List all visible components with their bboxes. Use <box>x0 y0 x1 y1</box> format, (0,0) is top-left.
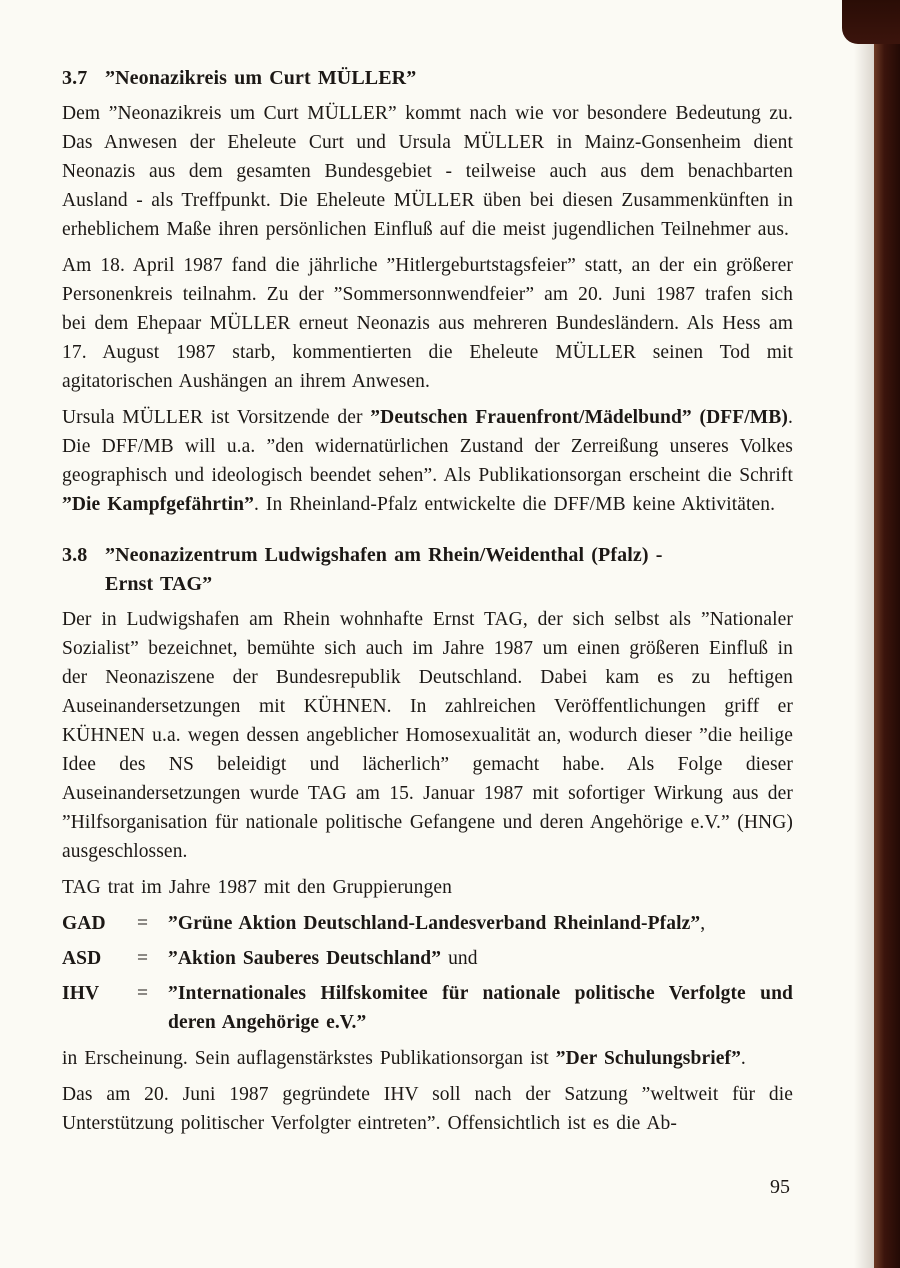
text-run: in Erscheinung. Sein auflagenstärkstes Publikationsorgan ist <box>62 1048 556 1069</box>
paragraph: Das am 20. Juni 1987 gegründete IHV soll nach der Satzung ”weltweit für die Unterstützung politischer Verfolgter eintreten”. Offensichtlich ist es die Ab- <box>62 1084 793 1134</box>
paragraph: Der in Ludwigshafen am Rhein wohnhafte Ernst TAG, der sich selbst als ”Nationaler Sozialist” bezeichnet, bemühte sich auch im Jahre 1987 um einen größeren Einfluß in der Neonaziszene der Bundesrepublik Deutschland. Dabei kam es zu heftigen Auseinandersetzungen mit KÜHNEN. In zahlreichen Veröffentlichungen griff er KÜHNEN u.a. wegen dessen angeblicher Homosexualität an, wodurch dieser ”die heilige Idee des NS beleidigt und lächerlich” gemacht habe. Als Folge dieser Auseinandersetzungen wurde TAG am 15. Januar 1987 mit sofortiger Wirkung aus der ”Hilfsorganisation für nationale politische Gefangene und deren Angehörige e.V.” (HNG) ausgeschlossen. <box>62 609 793 862</box>
section-title: ”Neonazikreis um Curt MÜLLER” <box>105 67 417 89</box>
book-binding-corner <box>842 0 900 44</box>
bold-text-run: ”Deutschen Frauenfront/Mädelbund” (DFF/MB) <box>370 407 789 428</box>
page-number: 95 <box>770 1176 790 1198</box>
book-binding-strip <box>874 0 900 1268</box>
paragraph <box>62 1044 793 1073</box>
paragraph: Dem ”Neonazikreis um Curt MÜLLER” kommt nach wie vor besondere Bedeutung zu. Das Anwesen der Eheleute Curt und Ursula MÜLLER in Mainz-Gonsenheim dient Neonazis aus dem gesamten Bundesgebiet - teilweise auch aus dem benachbarten Ausland - als Treffpunkt. Die Eheleute MÜLLER üben bei diesen Zusammenkünften in erheblichem Maße ihren persönlichen Einfluß auf die meist jugendlichen Teilnehmer aus. <box>62 103 793 240</box>
equals-sign: = <box>137 983 149 1004</box>
group-name <box>168 944 793 973</box>
equals-sign: = <box>137 948 149 969</box>
paragraph: Am 18. April 1987 fand die jährliche ”Hitlergeburtstagsfeier” statt, an der ein größerer Personenkreis teilnahm. Zu der ”Sommersonnwendfeier” am 20. Juni 1987 trafen sich bei dem Ehepaar MÜLLER erneut Neonazis aus mehreren Bundesländern. Als Hess am 17. August 1987 starb, kommentierten die Eheleute MÜLLER seinen Tod mit agitatorischen Aushängen an ihrem Anwesen. <box>62 255 793 392</box>
abbreviation-label: ASD <box>62 948 102 969</box>
text-run: . Die DFF/MB will u.a. ”den widernatürlichen Zustand der Zerreißung unseres Volkes geographisch und ideologisch beendet sehen”. Als Publikationsorgan erscheint die Schrift <box>62 407 793 486</box>
text-run: . In Rheinland-Pfalz entwickelte die DFF/MB keine Aktivitäten. <box>253 494 776 515</box>
equals-sign: = <box>137 913 149 934</box>
text-run: Ursula MÜLLER ist Vorsitzende der <box>62 407 371 428</box>
text-run: . <box>740 1048 746 1069</box>
page-content <box>62 64 793 1145</box>
bold-text-run: ”Grüne Aktion Deutschland-Landesverband Rheinland-Pfalz” <box>168 913 701 934</box>
section-heading-3-8 <box>62 541 793 599</box>
page-edge-shadow <box>854 0 876 1268</box>
section-title-line1: ”Neonazizentrum Ludwigshafen am Rhein/Weidenthal (Pfalz) - <box>105 544 663 566</box>
section-number: 3.7 <box>62 67 88 89</box>
group-name <box>168 909 793 938</box>
section-number: 3.8 <box>62 544 88 566</box>
abbreviation-label: IHV <box>62 983 100 1004</box>
section-title <box>105 541 793 599</box>
group-name <box>168 979 793 1037</box>
bold-text-run: ”Der Schulungsbrief” <box>555 1048 741 1069</box>
paragraph <box>62 403 793 519</box>
paragraph: TAG trat im Jahre 1987 mit den Gruppierungen <box>62 877 452 898</box>
bold-text-run: ”Die Kampfgefährtin” <box>62 494 254 515</box>
bold-text-run: ”Aktion Sauberes Deutschland” <box>168 948 442 969</box>
section-heading-3-7 <box>62 64 793 93</box>
bold-text-run: ”Internationales Hilfskomitee für nationale politische Verfolgte und deren Angehörige e.V.” <box>168 983 793 1033</box>
abbreviation-list <box>62 909 793 1037</box>
abbreviation-item <box>62 979 793 1037</box>
text-run: und <box>441 948 478 969</box>
text-run: , <box>700 913 706 934</box>
abbreviation-label: GAD <box>62 913 106 934</box>
abbreviation-item <box>62 944 793 973</box>
section-title-line2: Ernst TAG” <box>105 573 213 595</box>
abbreviation-item <box>62 909 793 938</box>
